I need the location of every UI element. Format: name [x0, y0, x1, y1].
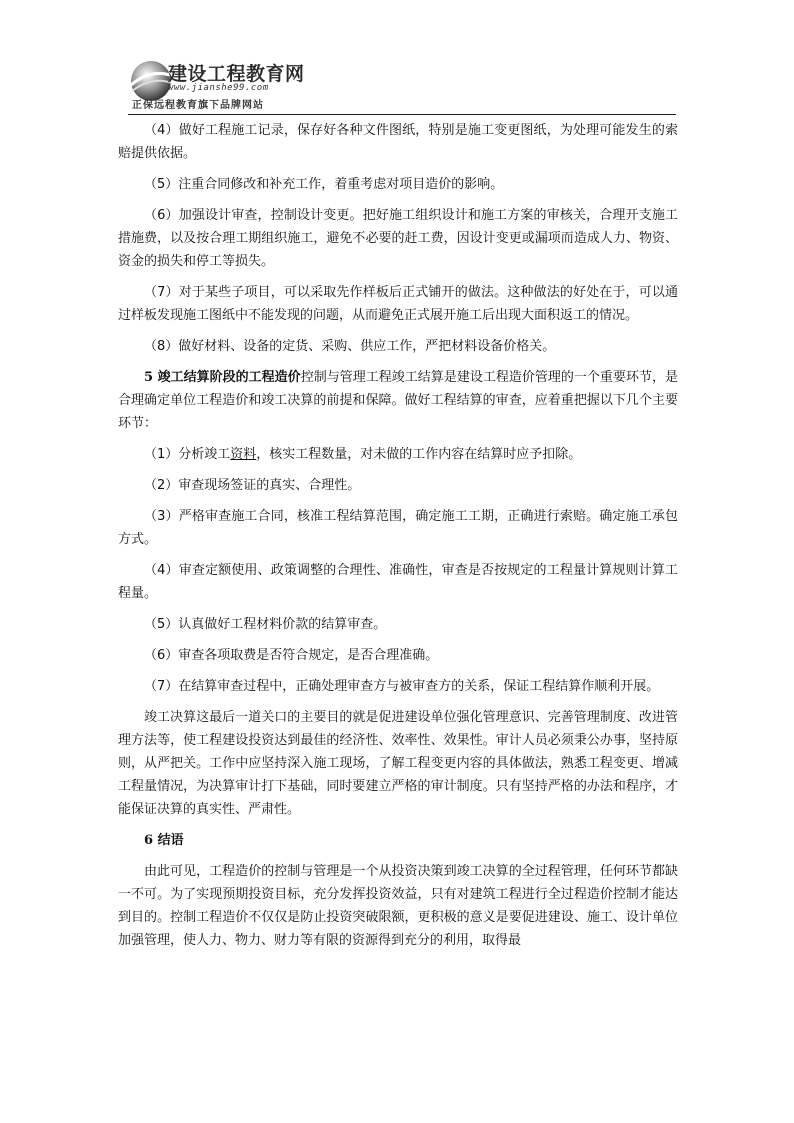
paragraph: （4）做好工程施工记录，保存好各种文件图纸，特别是施工变更图纸，为处理可能发生的索赔提供依据。 [118, 123, 678, 161]
section-paragraph [118, 366, 678, 435]
section-heading: 5 竣工结算阶段的工程造价 [144, 370, 301, 385]
conclusion-heading: 6 结语 [144, 833, 184, 848]
site-tagline: 正保远程教育旗下品牌网站 [132, 100, 264, 111]
materials-link[interactable]: 资料 [230, 447, 257, 462]
paragraph [118, 443, 678, 466]
site-name: 建设工程教育网 [168, 63, 305, 85]
text-run: ，核实工程数量，对未做的工作内容在结算时应予扣除。 [256, 447, 582, 462]
site-header [128, 54, 676, 116]
paragraph: （3）严格审查施工合同，核准工程结算范围，确定施工工期，正确进行索赔。确定施工承包方式。 [118, 509, 678, 547]
paragraph: 由此可见，工程造价的控制与管理是一个从投资决策到竣工决算的全过程管理，任何环节都缺一不可。为了实现预期投资目标，充分发挥投资效益，只有对建筑工程进行全过程造价控制才能达到目的。控制工程造价不仅仅是防止投资突破限额，更积极的意义是要促进建设、施工、设计单位加强管理，使人力、物力、财力等有限的资源得到充分的利用，取得最 [118, 864, 678, 948]
paragraph: （8）做好材料、设备的定货、采购、供应工作，严把材料设备价格关。 [144, 339, 556, 354]
paragraph: （5）注重合同修改和补充工作，着重考虑对项目造价的影响。 [144, 177, 504, 192]
paragraph: （6）加强设计审查，控制设计变更。把好施工组织设计和施工方案的审核关，合理开支施工措施费，以及按合理工期组织施工，避免不必要的赶工费，因设计变更或漏项而造成人力、物资、资金的损失和停工等损失。 [118, 208, 678, 269]
paragraph: （7）在结算审查过程中，正确处理审查方与被审查方的关系，保证工程结算作顺利开展。 [144, 679, 660, 694]
site-url: www.jianshe99.com [168, 83, 269, 93]
paragraph: 竣工决算这最后一道关口的主要目的就是促进建设单位强化管理意识、完善管理制度、改进管理方法等，使工程建设投资达到最佳的经济性、效率性、效果性。审计人员必须秉公办事，坚持原则，从严把关。工作中应坚持深入施工现场，了解工程变更内容的具体做法，熟悉工程变更、增减工程量情况，为决算审计打下基础，同时要建立严格的审计制度。只有坚持严格的办法和程序，才能保证决算的真实性、严肃性。 [118, 710, 678, 817]
paragraph: （5）认真做好工程材料价款的结算审查。 [144, 617, 387, 632]
text-run: （1）分析竣工 [144, 447, 231, 462]
paragraph: （6）审查各项取费是否符合规定，是否合理准确。 [144, 648, 439, 663]
paragraph: （4）审查定额使用、政策调整的合理性、准确性，审查是否按规定的工程量计算规则计算工程量。 [118, 563, 678, 601]
article-body [118, 119, 678, 960]
paragraph: （7）对于某些子项目，可以采取先作样板后正式铺开的做法。这种做法的好处在于，可以通过样板发现施工图纸中不能发现的问题，从而避免正式展开施工后出现大面积返工的情况。 [118, 285, 678, 323]
header-divider [128, 114, 676, 115]
section-body: 控制与管理工程竣工结算是建设工程造价管理的一个重要环节，是合理确定单位工程造价和竣工决算的前提和保障。做好工程结算的审查，应着重把握以下几个主要环节： [118, 370, 678, 431]
paragraph: （2）审查现场签证的真实、合理性。 [144, 478, 361, 493]
